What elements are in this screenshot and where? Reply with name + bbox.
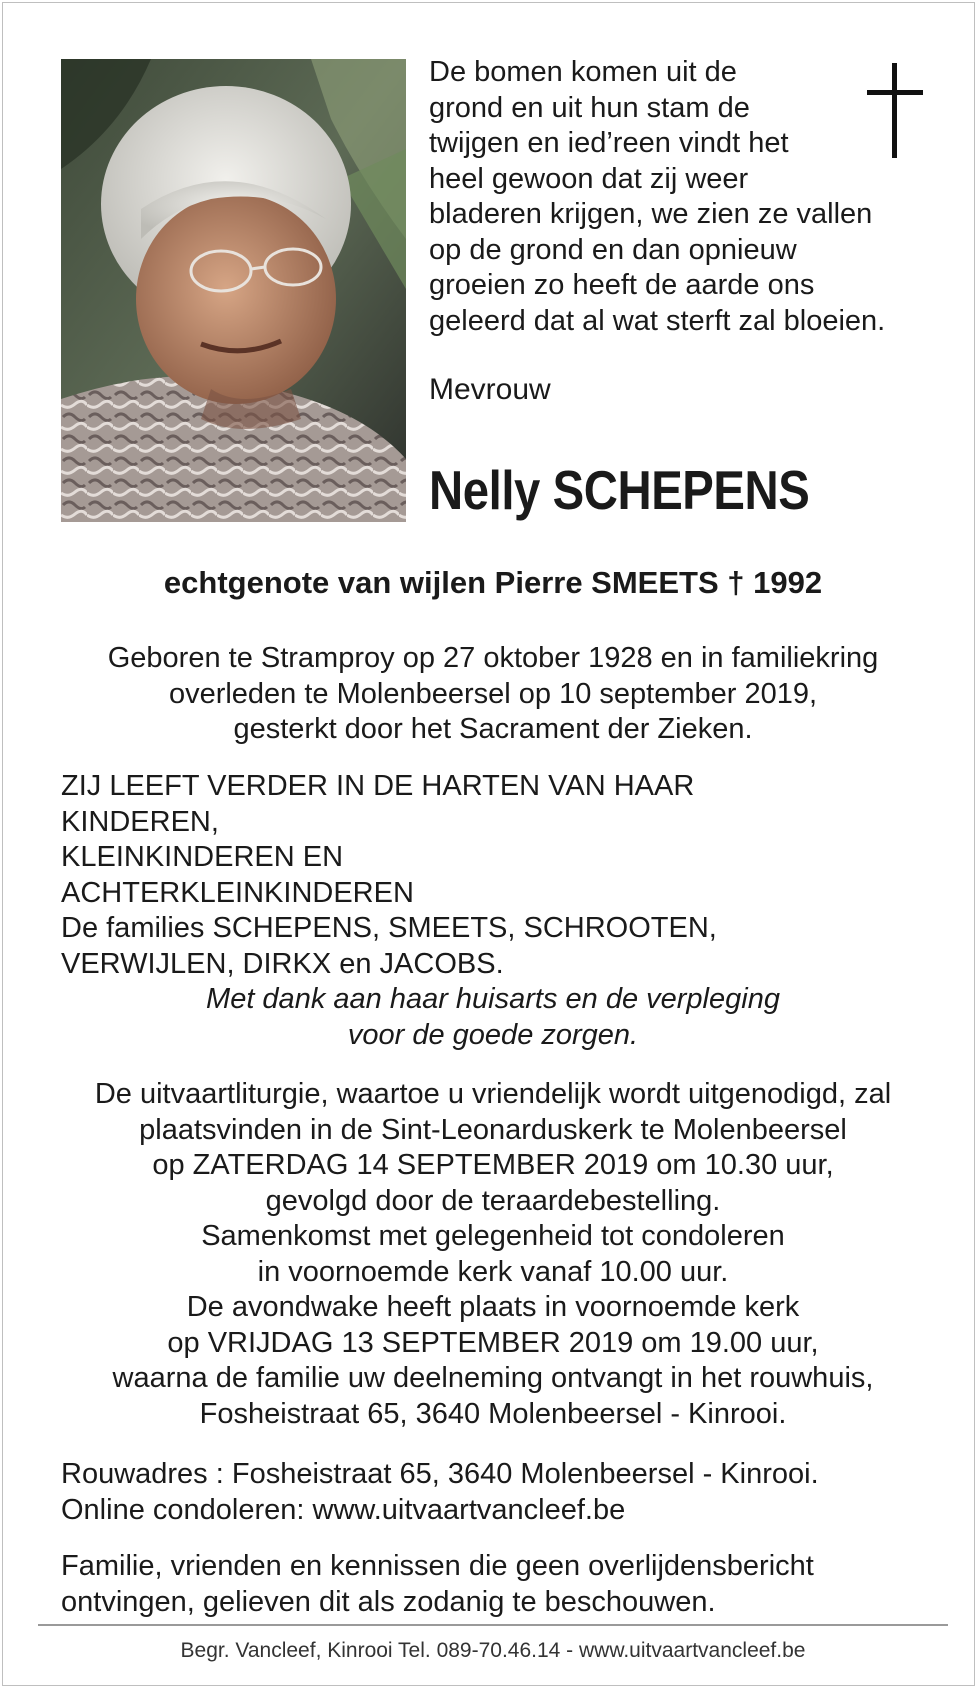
family-line: ZIJ LEEFT VERDER IN DE HARTEN VAN HAAR — [61, 770, 695, 802]
funeral-line: plaatsvinden in de Sint-Leonarduskerk te Molenbeersel — [139, 1113, 847, 1146]
birth-death-details — [3, 641, 980, 748]
family-line: KINDEREN, — [61, 805, 219, 838]
poem-line: bladeren krijgen, we zien ze vallen — [429, 198, 873, 230]
birth-line: gesterkt door het Sacrament der Zieken. — [233, 713, 753, 745]
notice-line: ontvingen, gelieven dit als zodanig te beschouwen. — [61, 1585, 716, 1618]
funeral-line: De avondwake heeft plaats in voornoemde kerk — [186, 1291, 800, 1323]
funeral-details — [3, 1077, 980, 1432]
thanks-section — [3, 982, 980, 1053]
funeral-line: op ZATERDAG 14 SEPTEMBER 2019 om 10.30 uur, — [152, 1149, 834, 1181]
family-line: VERWIJLEN, DIRKX en JACOBS. — [61, 947, 504, 980]
thanks-line: voor de goede zorgen. — [347, 1018, 639, 1051]
poem-line: groeien zo heeft de aarde ons — [429, 269, 815, 301]
funeral-line: op VRIJDAG 13 SEPTEMBER 2019 om 19.00 uur, — [167, 1326, 819, 1359]
funeral-line: gevolgd door de teraardebestelling. — [265, 1184, 721, 1217]
funeral-line: De uitvaartliturgie, waartoe u vriendelijk wordt uitgenodigd, zal — [94, 1078, 892, 1110]
funeral-line: Fosheistraat 65, 3640 Molenbeersel - Kinrooi. — [199, 1397, 787, 1430]
family-section — [61, 769, 961, 982]
poem — [429, 55, 939, 339]
footer-divider — [38, 1624, 948, 1626]
funeral-line: in voornoemde kerk vanaf 10.00 uur. — [257, 1255, 729, 1288]
poem-line: grond en uit hun stam de — [429, 91, 750, 124]
birth-line: overleden te Molenbeersel op 10 september 2019, — [168, 677, 818, 710]
deceased-name: Nelly SCHEPENS — [429, 459, 810, 521]
portrait-photo — [61, 59, 406, 522]
funeral-home-footer: Begr. Vancleef, Kinrooi Tel. 089-70.46.14 - www.uitvaartvancleef.be — [180, 1639, 806, 1662]
poem-line: De bomen komen uit de — [429, 56, 737, 88]
honorific: Mevrouw — [429, 373, 551, 406]
family-line: KLEINKINDEREN EN — [61, 841, 344, 873]
funeral-line: waarna de familie uw deelneming ontvangt in het rouwhuis, — [112, 1362, 874, 1394]
poem-line: heel gewoon dat zij weer — [429, 162, 749, 195]
birth-line: Geboren te Stramproy op 27 oktober 1928 en in familiekring — [107, 642, 879, 674]
family-line: ACHTERKLEINKINDEREN — [61, 876, 414, 909]
poem-line: twijgen en ied’reen vindt het — [429, 127, 789, 159]
poem-line: op de grond en dan opnieuw — [429, 233, 797, 266]
obituary-card — [2, 2, 975, 1686]
notice-line: Familie, vrienden en kennissen die geen overlijdensbericht — [61, 1550, 814, 1582]
family-line: De families SCHEPENS, SMEETS, SCHROOTEN, — [61, 912, 717, 944]
funeral-line: Samenkomst met gelegenheid tot condoleren — [201, 1220, 785, 1252]
thanks-line: Met dank aan haar huisarts en de verpleging — [206, 983, 780, 1015]
mourning-address: Rouwadres : Fosheistraat 65, 3640 Molenbeersel - Kinrooi. — [61, 1458, 819, 1490]
contact-section — [61, 1457, 961, 1528]
spouse-line: echtgenote van wijlen Pierre SMEETS † 1992 — [163, 565, 823, 600]
notice-section — [61, 1549, 961, 1620]
online-condolence-link[interactable]: Online condoleren: www.uitvaartvancleef.be — [61, 1493, 626, 1526]
portrait-image — [61, 59, 406, 522]
poem-line: geleerd dat al wat sterft zal bloeien. — [429, 304, 886, 337]
